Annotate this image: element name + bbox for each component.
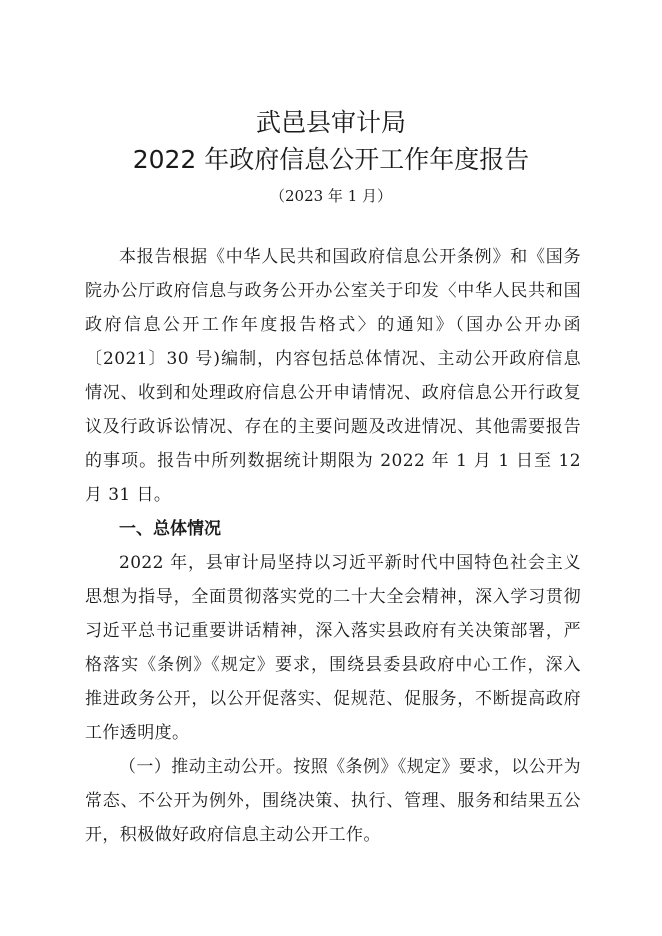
document-title-report: 2022 年政府信息公开工作年度报告 [132, 145, 530, 174]
overview-paragraph: 2022 年，县审计局坚持以习近平新时代中国特色社会主义思想为指导，全面贯彻落实党的二十大全会精神，深入学习贯彻习近平总书记重要讲话精神，深入落实县政府有关决策部署，严格落实《条例》《规定》要求，围绕县委县政府中心工作，深入推进政务公开，以公开促落实、促规范、促服务，不断提高政府工作透明度。 [85, 553, 581, 743]
document-body [85, 240, 581, 852]
document-title-agency: 武邑县审计局 [255, 108, 406, 137]
title-block [0, 104, 662, 206]
section-heading-overview: 一、总体情况 [119, 519, 221, 539]
active-disclosure-paragraph: （一）推动主动公开。按照《条例》《规定》要求，以公开为常态、不公开为例外，围绕决策、执行、管理、服务和结果五公开，积极做好政府信息主动公开工作。 [85, 757, 581, 845]
intro-paragraph: 本报告根据《中华人民共和国政府信息公开条例》和《国务院办公厅政府信息与政务公开办公室关于印发〈中华人民共和国政府信息公开工作年度报告格式〉的通知》（国办公开办函〔2021〕30 号)编制，内容包括总体情况、主动公开政府信息情况、收到和处理政府信息公开申请情况、政府信息公开行政复议及行政诉讼情况、存在的主要问题及改进情况、其他需要报告的事项。报告中所列数据统计期限为 2022 年 1 月 1 日至 12 月 31 日。 [85, 247, 581, 505]
document-date: （2023 年 1 月） [269, 187, 393, 205]
